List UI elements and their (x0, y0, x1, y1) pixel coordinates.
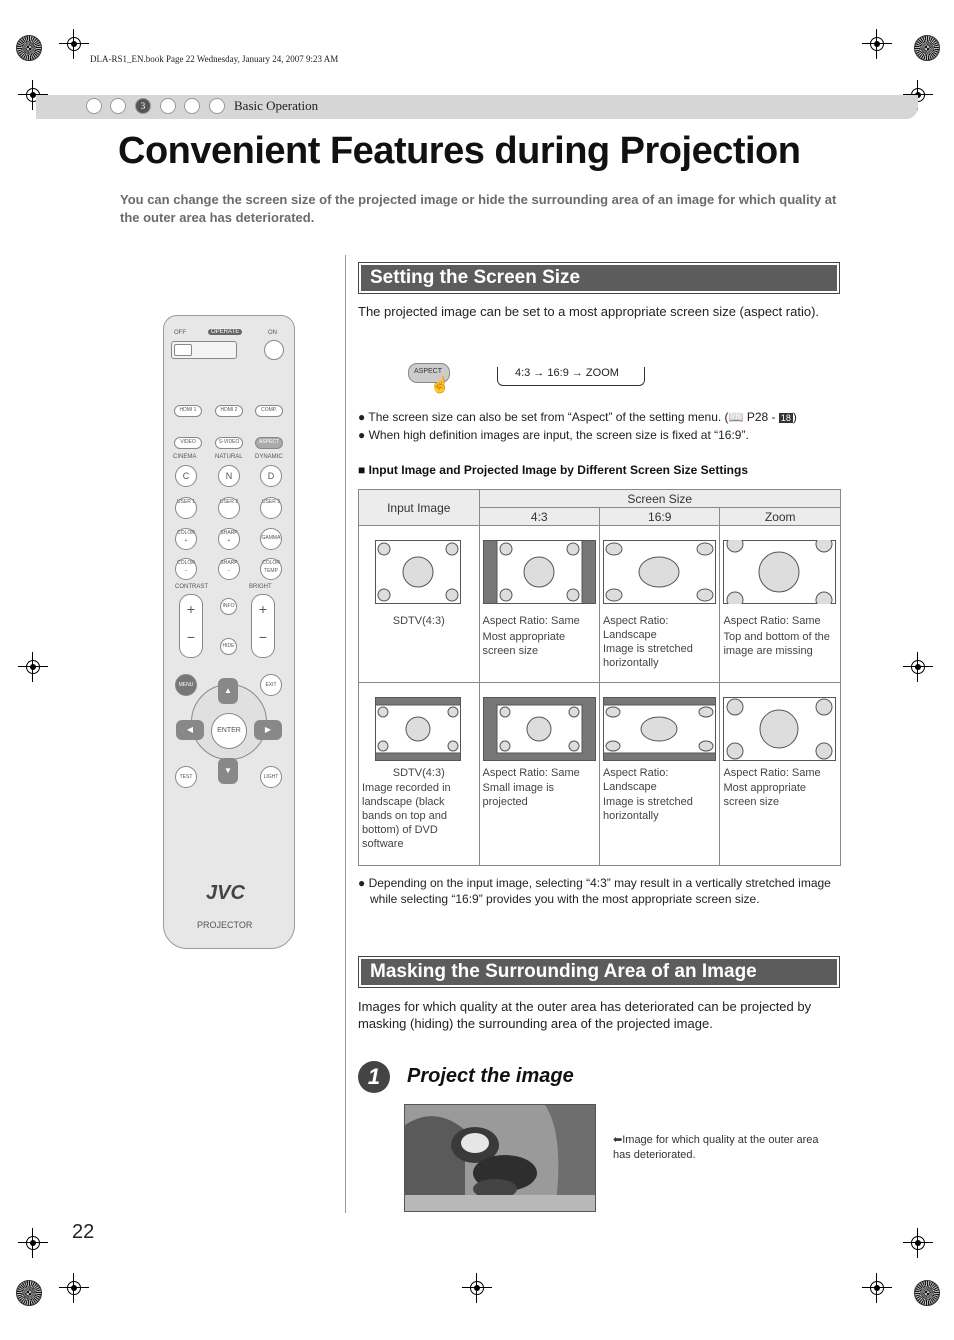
projected-43-image-icon (483, 540, 596, 604)
registration-target-icon (16, 1280, 42, 1306)
file-info: DLA-RS1_EN.book Page 22 Wednesday, January 24, 2007 9:23 AM (90, 54, 339, 64)
remote-brand-logo: JVC (206, 882, 245, 904)
crop-mark (18, 1228, 48, 1258)
remote-sharp-plus: SHARP + (218, 528, 240, 550)
screen-size-table (358, 489, 841, 866)
page-number: 22 (72, 1221, 95, 1243)
remote-on-label: ON (268, 330, 277, 336)
remote-info: INFO (220, 598, 237, 615)
cell-caption-note: Most appropriate screen size (482, 631, 566, 657)
chapter-dot (160, 98, 176, 114)
table-cell (599, 526, 719, 683)
remote-video: VIDEO (174, 437, 202, 449)
crop-mark (862, 29, 892, 59)
remote-svideo: S-VIDEO (215, 437, 243, 449)
remote-off-label: OFF (174, 330, 186, 336)
chapter-dot (209, 98, 225, 114)
square-bullet-icon: ■ (358, 463, 366, 477)
remote-off-key (174, 344, 192, 356)
chapter-title: Basic Operation (234, 98, 319, 113)
remote-bright-rocker: + − (251, 594, 275, 658)
remote-gamma: GAMMA (260, 528, 282, 550)
remote-cinema-label: CINEMA (173, 454, 197, 460)
remote-test: TEST (175, 766, 197, 788)
table-col-43: 4:3 (479, 508, 599, 526)
cell-caption: Aspect Ratio: Landscape (602, 767, 669, 793)
remote-user3: USER 3 (260, 497, 282, 519)
section1-paragraph: The projected image can be set to a most appropriate screen size (aspect ratio). (358, 304, 820, 319)
remote-operate-label: OPERATE (208, 329, 242, 335)
red-panda-photo (404, 1104, 596, 1212)
chapter-dot (86, 98, 102, 114)
arrow-left-icon: ⬅ (613, 1134, 623, 1146)
cell-caption-note: Image is stretched horizontally (602, 796, 693, 822)
table-row (359, 526, 841, 683)
red-panda-illustration (405, 1105, 595, 1211)
page-title: Convenient Features during Projection (118, 130, 801, 172)
cell-caption: Aspect Ratio: Same (482, 615, 580, 627)
aspect-cycle-text: 4:3 → 16:9 → ZOOM (515, 367, 619, 379)
crop-mark (18, 652, 48, 682)
cell-caption-note: Image recorded in landscape (black bands on top and bottom) of DVD software (362, 782, 451, 850)
cell-caption: SDTV(4:3) (392, 767, 445, 779)
remote-menu: MENU (175, 674, 197, 696)
intro-text: You can change the screen size of the projected image or hide the surrounding area of an image for which quality at the outer area has deteriorated. (120, 192, 837, 225)
cell-caption-note: Top and bottom of the image are missing (723, 631, 830, 657)
remote-dynamic-key: D (260, 465, 282, 487)
remote-enter: ENTER (211, 713, 247, 749)
step-number-badge: 1 (358, 1061, 390, 1093)
crop-mark (862, 1273, 892, 1303)
chapter-dot-active: 3 (135, 98, 151, 114)
column-divider (345, 255, 346, 1213)
table-cell (479, 526, 599, 683)
projected-zoom-fit-image-icon (723, 697, 836, 761)
remote-natural-key: N (218, 465, 240, 487)
remote-light: LIGHT (260, 766, 282, 788)
section-heading-text: Setting the Screen Size (370, 267, 581, 288)
cell-caption-note: Image is stretched horizontally (602, 643, 693, 669)
table-cell (720, 683, 841, 866)
page-ref-number: 18 (780, 413, 791, 423)
sdtv-letterbox-image-icon (375, 697, 461, 761)
projected-169-image-icon (603, 540, 716, 604)
remote-hdmi1: HDMI 1 (174, 405, 202, 417)
remote-up-arrow-icon: ▲ (218, 678, 238, 704)
remote-contrast-rocker: + − (179, 594, 203, 658)
hand-pointer-icon: ☝ (430, 377, 450, 394)
photo-caption (613, 1133, 828, 1163)
remote-exit: EXIT (260, 674, 282, 696)
cell-caption-note: Most appropriate screen size (723, 782, 806, 808)
projected-stretched-image-icon (603, 697, 716, 761)
table-col-zoom: Zoom (720, 508, 841, 526)
remote-left-arrow-icon: ◀ (176, 720, 204, 740)
remote-model-label: PROJECTOR (197, 920, 253, 930)
remote-color-plus: COLOR + (175, 528, 197, 550)
remote-cinema-key: C (175, 465, 197, 487)
remote-aspect: ASPECT (255, 437, 283, 449)
aspect-cycle-diagram (497, 367, 645, 386)
section-heading-text: Masking the Surrounding Area of an Image (370, 961, 757, 982)
bullet-text: Depending on the input image, selecting “4:3” may result in a vertically stretched image while selecting “16:9” provides you with the most appropriate screen size. (368, 876, 831, 906)
sdtv-43-image-icon (375, 540, 461, 604)
remote-sharp-minus: SHARP − (218, 558, 240, 580)
bullet-hd-fixed: ● When high definition images are input, the screen size is fixed at “16:9”. (358, 428, 749, 442)
remote-user1: USER 1 (175, 497, 197, 519)
chapter-dot (110, 98, 126, 114)
crop-mark (462, 1273, 492, 1303)
aspect-button-label: ASPECT (414, 368, 443, 375)
table-cell (720, 526, 841, 683)
cell-caption: Aspect Ratio: Same (482, 767, 580, 779)
crop-mark (59, 1273, 89, 1303)
cell-caption: SDTV(4:3) (392, 615, 445, 627)
projected-small-image-icon (483, 697, 596, 761)
projected-zoom-image-icon (723, 540, 836, 604)
remote-hide: HIDE (220, 638, 237, 655)
remote-user2: USER 2 (218, 497, 240, 519)
remote-control (163, 315, 295, 949)
remote-dynamic-label: DYNAMIC (255, 454, 283, 460)
registration-target-icon (16, 35, 42, 61)
bullet-text: When high definition images are input, the screen size is fixed at “16:9”. (368, 428, 749, 442)
table-cell (359, 526, 480, 683)
page-ref: P28 - (746, 410, 779, 424)
section-heading-screen-size (358, 262, 840, 294)
remote-natural-label: NATURAL (215, 454, 243, 460)
cell-caption: Aspect Ratio: Same (723, 615, 821, 627)
table-row (359, 683, 841, 866)
step-title: Project the image (407, 1065, 574, 1087)
book-icon: 📖 (728, 410, 744, 424)
chapter-dot (184, 98, 200, 114)
cell-caption: Aspect Ratio: Same (723, 767, 821, 779)
photo-caption-text: Image for which quality at the outer area has deteriorated. (613, 1134, 819, 1161)
remote-color-temp: COLOR TEMP (260, 558, 282, 580)
bullet-text: The screen size can also be set from “Aspect” of the setting menu. ( (368, 410, 729, 424)
table-col-169: 16:9 (599, 508, 719, 526)
crop-mark (903, 1228, 933, 1258)
registration-target-icon (914, 1280, 940, 1306)
cell-caption: Aspect Ratio: Landscape (602, 615, 669, 641)
remote-bright-label: BRIGHT (249, 584, 272, 590)
remote-on-button (264, 340, 284, 360)
section-heading-masking (358, 956, 840, 988)
table-cell (479, 683, 599, 866)
cell-caption-note: Small image is projected (482, 782, 555, 808)
remote-hdmi2: HDMI 2 (215, 405, 243, 417)
remote-right-arrow-icon: ▶ (254, 720, 282, 740)
table-header-screen-size: Screen Size (479, 490, 840, 508)
crop-mark (59, 29, 89, 59)
table-header-input: Input Image (359, 490, 480, 526)
bullet-end: ) (792, 410, 797, 424)
table-cell (359, 683, 480, 866)
bullet-aspect-menu: ● The screen size can also be set from “Aspect” of the setting menu. (📖 P28 - 18 ) (358, 410, 797, 424)
table-title (358, 463, 748, 477)
registration-target-icon (914, 35, 940, 61)
bullet-depending: ● Depending on the input image, selecting “4:3” may result in a vertically stretched image while selecting “16:9” provides you with the most appropriate screen size. (358, 876, 831, 906)
remote-comp: COMP. (255, 405, 283, 417)
section2-paragraph: Images for which quality at the outer area has deteriorated can be projected by masking (hiding) the surrounding area of the projected image. (358, 999, 812, 1031)
remote-contrast-label: CONTRAST (175, 584, 208, 590)
remote-down-arrow-icon: ▼ (218, 758, 238, 784)
table-cell (599, 683, 719, 866)
remote-color-minus: COLOR − (175, 558, 197, 580)
table-title-text: Input Image and Projected Image by Different Screen Size Settings (368, 463, 749, 477)
crop-mark (903, 652, 933, 682)
